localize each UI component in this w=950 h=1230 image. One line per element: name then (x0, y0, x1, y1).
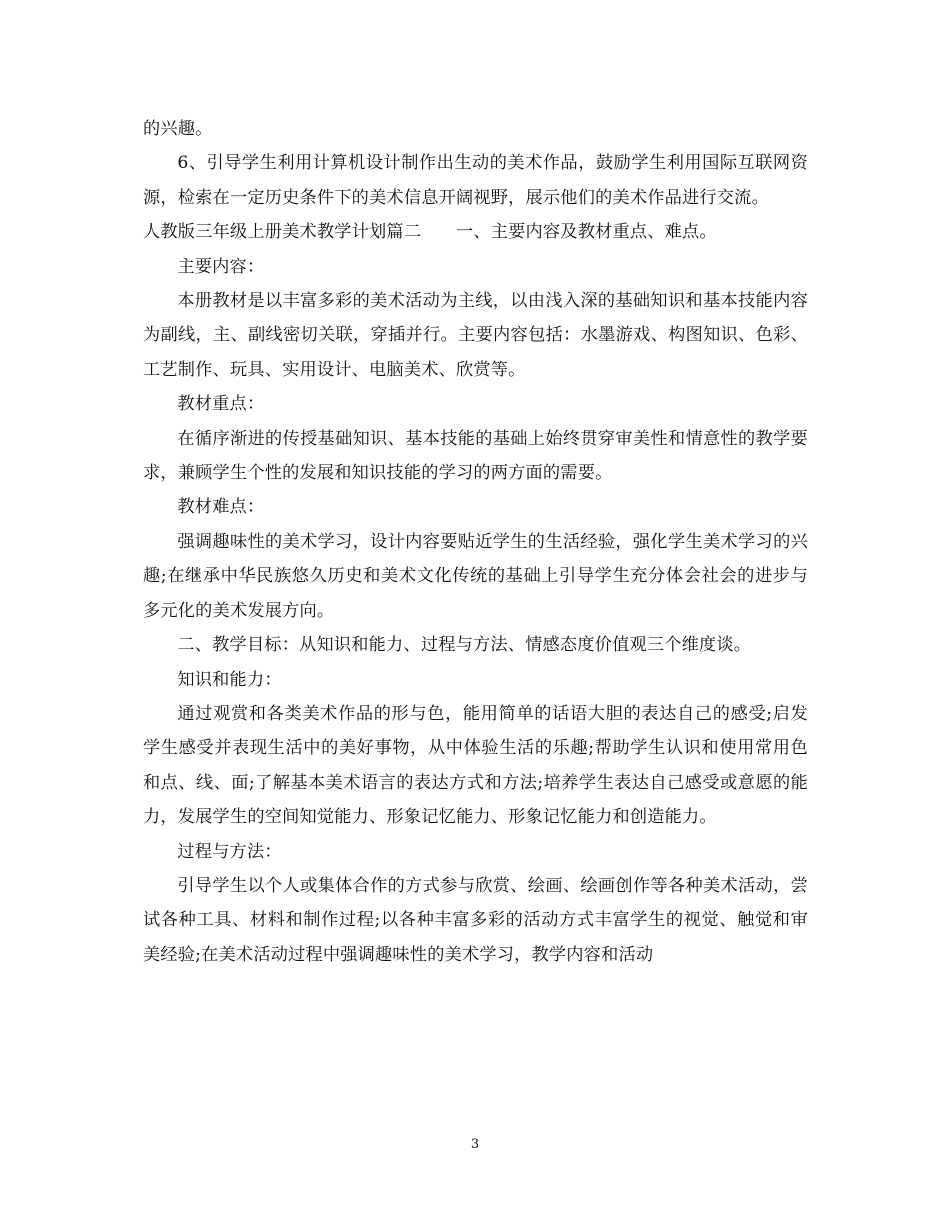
body-text (143, 112, 808, 972)
paragraph-process-method: 引导学生以个人或集体合作的方式参与欣赏、绘画、绘画创作等各种美术活动，尝试各种工具、材料和制作过程;以各种丰富多彩的活动方式丰富学生的视觉、触觉和审美经验;在美术活动过程中强调趣味性的美术学习，教学内容和活动 (143, 875, 808, 965)
section-teaching-goals: 二、教学目标：从知识和能力、过程与方法、情感态度价值观三个维度谈。 (177, 635, 752, 656)
paragraph-item-6: 6、引导学生利用计算机设计制作出生动的美术作品，鼓励学生利用国际互联网资源，检索在一定历史条件下的美术信息开阔视野，展示他们的美术作品进行交流。 (143, 153, 808, 208)
subheading-process-method: 过程与方法： (177, 841, 282, 862)
paragraph-main-content: 本册教材是以丰富多彩的美术活动为主线，以由浅入深的基础知识和基本技能内容为副线，主、副线密切关联，穿插并行。主要内容包括：水墨游戏、构图知识、色彩、工艺制作、玩具、实用设计、电脑美术、欣赏等。 (143, 291, 808, 380)
subheading-main-content: 主要内容： (177, 256, 265, 277)
paragraph-knowledge-ability: 通过观赏和各类美术作品的形与色，能用简单的话语大胆的表达自己的感受;启发学生感受并表现生活中的美好事物，从中体验生活的乐趣;帮助学生认识和使用常用色和点、线、面;了解基本美术语言的表达方式和方法;培养学生表达自己感受或意愿的能力，发展学生的空间知觉能力、形象记忆能力、形象记忆能力和创造能力。 (143, 703, 808, 828)
subheading-knowledge-ability: 知识和能力： (177, 669, 282, 690)
subheading-key-points: 教材重点： (177, 394, 265, 415)
section-heading: 人教版三年级上册美术教学计划篇二 一、主要内容及教材重点、难点。 (143, 222, 717, 243)
paragraph-key-points: 在循序渐进的传授基础知识、基本技能的基础上始终贯穿审美性和情意性的教学要求，兼顾学生个性的发展和知识技能的学习的两方面的需要。 (143, 428, 808, 484)
paragraph-difficulties: 强调趣味性的美术学习，设计内容要贴近学生的生活经验，强化学生美术学习的兴趣;在继承中华民族悠久历史和美术文化传统的基础上引导学生充分体会社会的进步与多元化的美术发展方向。 (143, 531, 808, 621)
page-number: 3 (470, 1137, 480, 1152)
subheading-difficulties: 教材难点： (177, 497, 265, 518)
paragraph-continuation: 的兴趣。 (143, 119, 213, 139)
